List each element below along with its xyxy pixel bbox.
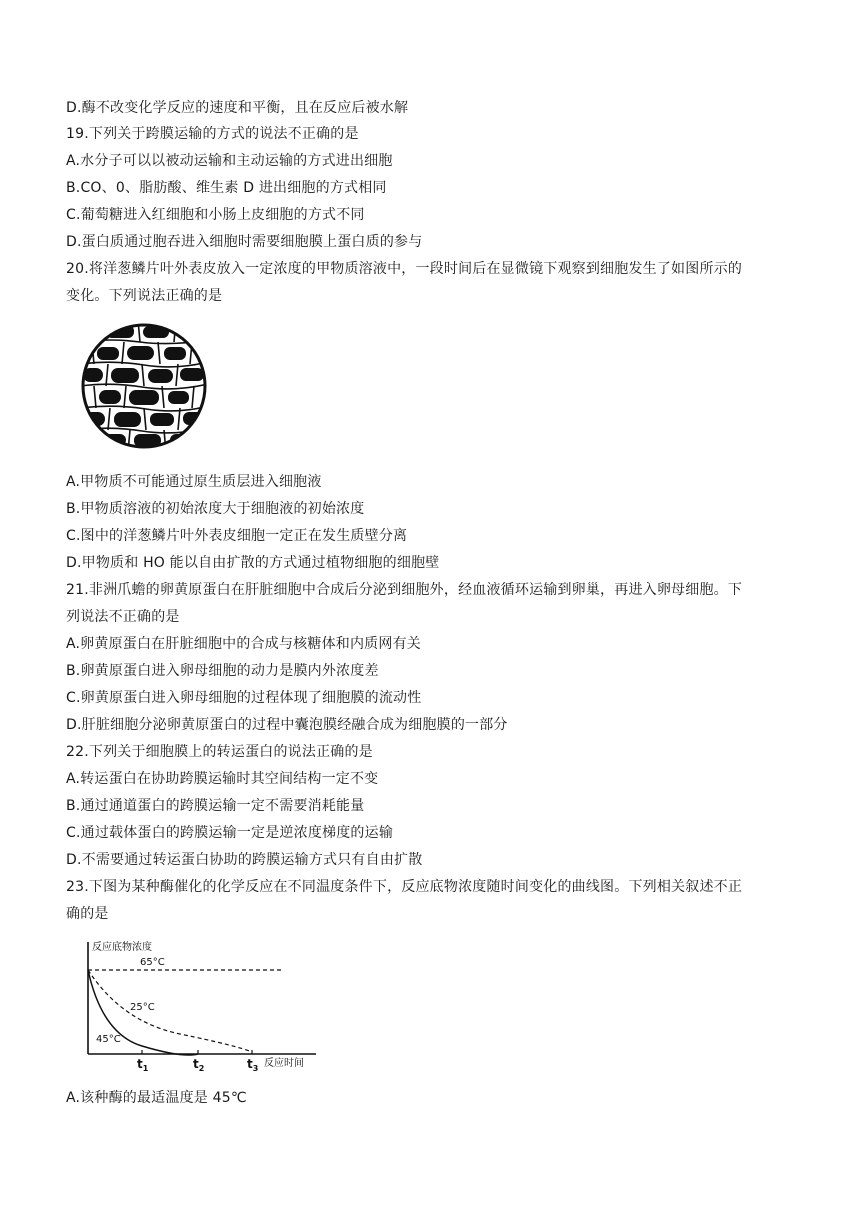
tick-t1: $t_1$ [137, 1057, 149, 1072]
q20-option-d: D.甲物质和 HO 能以自由扩散的方式通过植物细胞的细胞壁 [66, 555, 440, 571]
q20-option-b: B.甲物质溶液的初始浓度大于细胞液的初始浓度 [66, 501, 365, 517]
q22-option-c: C.通过载体蛋白的跨膜运输一定是逆浓度梯度的运输 [66, 825, 394, 841]
q20-option-a: A.甲物质不可能通过原生质层进入细胞液 [66, 474, 322, 490]
q22-option-b: B.通过通道蛋白的跨膜运输一定不需要消耗能量 [66, 798, 365, 814]
y-axis-label: 反应底物浓度 [92, 942, 152, 953]
tick-t2: $t_2$ [193, 1057, 205, 1072]
curve-label-25c: 25°C [130, 1002, 155, 1013]
substrate-curve-graph [70, 936, 332, 1072]
q23-stem-line1: 23.下图为某种酶催化的化学反应在不同温度条件下，反应底物浓度随时间变化的曲线图。下列相关叙述不正 [66, 879, 743, 895]
q19-option-c: C.葡萄糖进入红细胞和小肠上皮细胞的方式不同 [66, 207, 365, 223]
q20-option-c: C.图中的洋葱鳞片叶外表皮细胞一定正在发生质壁分离 [66, 528, 408, 544]
x-axis-label: 反应时间 [264, 1058, 304, 1069]
q19-option-a: A.水分子可以以被动运输和主动运输的方式进出细胞 [66, 153, 393, 169]
q22-option-a: A.转运蛋白在协助跨膜运输时其空间结构一定不变 [66, 771, 379, 787]
q19-option-b: B.CO、0、脂肪酸、维生素 D 进出细胞的方式相同 [66, 180, 387, 196]
q21-option-a: A.卵黄原蛋白在肝脏细胞中的合成与核糖体和内质网有关 [66, 636, 421, 652]
q21-option-c: C.卵黄原蛋白进入卵母细胞的过程体现了细胞膜的流动性 [66, 690, 422, 706]
q21-stem-line1: 21.非洲爪蟾的卵黄原蛋白在肝脏细胞中合成后分泌到细胞外，经血液循环运输到卵巢，再进入卵母细胞。下 [66, 582, 743, 598]
q20-stem-line2: 变化。下列说法正确的是 [66, 288, 223, 304]
cell-micrograph [80, 320, 208, 452]
q20-stem-line1: 20.将洋葱鳞片叶外表皮放入一定浓度的甲物质溶液中，一段时间后在显微镜下观察到细胞发生了如图所示的 [66, 261, 743, 277]
q21-stem-line2: 列说法不正确的是 [66, 609, 180, 625]
q21-option-d: D.肝脏细胞分泌卵黄原蛋白的过程中囊泡膜经融合成为细胞膜的一部分 [66, 717, 508, 733]
q23-option-a: A.该种酶的最适温度是 45℃ [66, 1090, 247, 1106]
curve-label-65c: 65°C [140, 957, 165, 968]
q19-option-d: D.蛋白质通过胞吞进入细胞时需要细胞膜上蛋白质的参与 [66, 234, 423, 250]
q21-option-b: B.卵黄原蛋白进入卵母细胞的动力是膜内外浓度差 [66, 663, 379, 679]
q19-stem: 19.下列关于跨膜运输的方式的说法不正确的是 [66, 126, 359, 142]
q22-option-d: D.不需要通过转运蛋白协助的跨膜运输方式只有自由扩散 [66, 852, 423, 868]
q22-stem: 22.下列关于细胞膜上的转运蛋白的说法正确的是 [66, 744, 373, 760]
tick-t3: $t_3$ [247, 1057, 259, 1072]
q23-stem-line2: 确的是 [66, 906, 109, 922]
curve-label-45c: 45°C [96, 1034, 121, 1045]
q18-option-d: D.酶不改变化学反应的速度和平衡，且在反应后被水解 [66, 100, 409, 116]
